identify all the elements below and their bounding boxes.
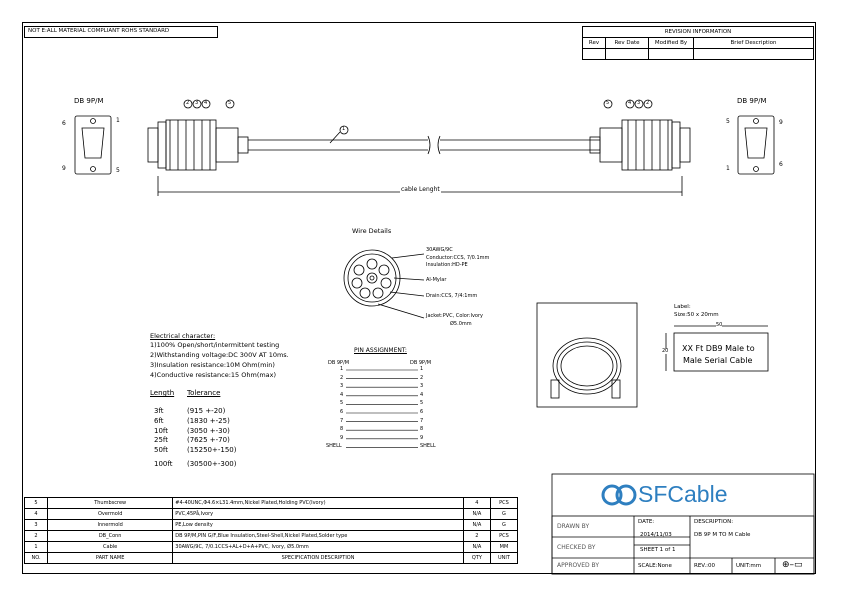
parts-footer-no: NO. [25,553,48,564]
parts-footer-unit: UNIT [490,553,517,564]
part-name: Innermold [48,520,173,531]
callout-number: 2 [646,100,650,106]
callout-number: 2 [186,100,190,106]
logo-text: SFCable [638,481,728,507]
length-value: 25ft [154,436,168,444]
part-spec: PE,Low density [173,520,464,531]
pin-left-number: 1 [340,366,344,372]
tolerance-value: (30500+-300) [187,460,237,468]
right-connector-label: DB 9P/M [737,97,767,105]
left-connector-face [75,116,111,174]
rev-date-col: Rev Date [606,38,649,49]
label-text-line2: Male Serial Cable [683,356,753,365]
part-spec: 30AWG/9C, 7/0.1CCS+AL+D+A+PVC, Ivory, Ø5.0mm [173,542,464,553]
approved-by-label: APPROVED BY [557,562,600,569]
tolerance-value: (3050 +-30) [187,427,230,435]
pin-left-number: 9 [340,434,344,441]
pin-left-number: SHELL [326,443,342,450]
revision-title: REVISION INFORMATION [583,27,814,38]
unit-value: UNIT:mm [736,563,762,569]
label-text-line1: XX Ft DB9 Male to [682,344,755,353]
part-unit: PCS [490,531,517,542]
pin-right-number: 5 [420,400,424,407]
right-connector-face [738,116,774,174]
part-number: 2 [25,531,48,542]
parts-row [25,531,518,542]
right-pin-label: 5 [726,118,730,125]
wire-note: 30AWG/9C [426,247,453,253]
date-value: 2014/11/03 [640,532,672,538]
pin-right-number: 2 [420,374,424,381]
modified-by-col: Modified By [649,38,694,49]
right-pin-label: 9 [779,119,783,126]
part-qty: N/A [463,520,490,531]
part-unit: G [490,509,517,520]
part-number: 4 [25,509,48,520]
pin-right-header: DB 9P/M [410,360,432,366]
date-label: DATE: [638,519,655,525]
length-value: 10ft [154,427,168,435]
parts-row [25,509,518,520]
tolerance-value: (7625 +-70) [187,436,230,444]
wire-note: Conductor:CCS, 7/0.1mm [426,255,490,261]
tolerance-value: (15250+-150) [187,446,237,454]
pin-left-number: 2 [340,374,344,381]
part-name: DB_Conn [48,531,173,542]
left-connector-label: DB 9P/M [74,97,104,105]
tolerance-value: (1830 +-25) [187,417,230,425]
part-name: Cable [48,542,173,553]
left-pin-label: 5 [116,167,120,174]
part-number: 1 [25,542,48,553]
label-size: Size:50 x 20mm [674,312,719,318]
left-shell-side [148,128,158,162]
part-qty: N/A [463,509,490,520]
pin-assignment-title: PIN ASSIGNMENT: [354,347,407,354]
parts-footer-qty: QTY [463,553,490,564]
part-qty: 2 [463,531,490,542]
callout-number: 3 [195,100,199,106]
callout-number: 5 [606,100,610,106]
callout-number: 3 [637,100,641,106]
right-overmold [622,120,672,170]
callout-number: 4 [204,100,208,106]
part-name: Thumbscrew [48,498,173,509]
cable-length-label: cable Lenght [401,186,440,193]
cable-photo-frame [537,303,637,407]
description-label: DESCRIPTION: [694,519,734,525]
tolerance-header: Tolerance [187,389,221,397]
parts-row [25,520,518,531]
part-unit: G [490,520,517,531]
length-value: 100ft [154,460,173,468]
scale-value: SCALE:None [638,563,672,569]
pin-left-number: 4 [340,391,344,398]
parts-footer-row [25,553,518,564]
pin-left-number: 8 [340,426,344,433]
left-dsub-shell [82,128,104,158]
checked-by-label: CHECKED BY [557,544,596,551]
part-number: 3 [25,520,48,531]
part-number: 5 [25,498,48,509]
length-value: 50ft [154,446,168,454]
wire-details-title: Wire Details [352,227,392,235]
electrical-item: 2)Withstanding voltage:DC 300V AT 10ms. [150,351,289,359]
pin-right-number: 9 [420,434,424,441]
drawn-by-label: DRAWN BY [557,523,590,530]
rev-col: Rev [583,38,606,49]
parts-row [25,498,518,509]
part-spec: PVC,45På,Ivory [173,509,464,520]
projection-symbol-icon: ⊕–▭ [782,560,803,570]
part-spec: #4-40UNC,Φ4.6×L31.4mm,Nickel Plated,Holding PVC(Ivory) [173,498,464,509]
sfcable-logo-mark [603,486,635,504]
electrical-item: 4)Conductive resistance:15 Ohm(max) [150,371,277,379]
rev-value: REV.:00 [694,563,715,569]
wire-cross-section [344,250,400,306]
parts-table [24,497,518,564]
wire-note: Jacket:PVC, Color:Ivory [426,313,483,319]
wire-note: Insulation:HD-PE [426,262,468,268]
part-unit: PCS [490,498,517,509]
pin-left-number: 5 [340,400,344,407]
parts-row [25,542,518,553]
part-unit: MM [490,542,517,553]
left-pin-label: 6 [62,120,66,127]
pin-right-number: 6 [420,409,424,415]
pin-left-number: 7 [340,417,344,424]
length-value: 3ft [154,407,164,415]
wire-note: Ø5.0mm [450,321,472,327]
pin-right-number: 7 [420,417,424,424]
wire-note: Al-Mylar [426,277,447,283]
parts-footer-name: PART NAME [48,553,173,564]
label-width: 50 [716,322,723,328]
left-pin-label: 9 [62,165,66,172]
parts-footer-spec: SPECIFICATION DESCRIPTION [173,553,464,564]
pin-left-number: 3 [340,383,344,390]
right-shell-side [680,128,690,162]
electrical-item: 3)Insulation resistance:10M Ohm(min) [150,361,275,369]
length-header: Length [150,389,175,397]
length-value: 6ft [154,417,164,425]
wire-note: Drain:CCS, 7/4:1mm [426,293,478,299]
left-pin-label: 1 [116,117,120,124]
right-pin-label: 6 [779,161,783,168]
pin-right-number: 8 [420,426,424,433]
electrical-item: 1)100% Open/short/intermittent testing [150,341,280,349]
left-overmold [166,120,216,170]
part-qty: 4 [463,498,490,509]
compliance-note: NOT E:ALL MATERIAL COMPLIANT ROHS STANDARD [28,28,170,34]
electrical-title: Electrical character: [150,332,216,340]
pin-right-number: 1 [420,366,424,372]
pin-right-number: SHELL [420,443,436,450]
part-name: Overmold [48,509,173,520]
callout-number: 5 [228,100,232,106]
brief-description-col: Brief Description [694,38,814,49]
part-qty: N/A [463,542,490,553]
pin-left-header: DB 9P/M [328,360,350,366]
callout-number: 4 [628,100,632,106]
part-spec: DB 9P/M,PIN G/F,Blue Insulation,Steel-Shell,Nickel Plated,Solder type [173,531,464,542]
label-caption: Label: [674,304,691,310]
description-value: DB 9P M TO M Cable [694,532,751,538]
right-pin-label: 1 [726,165,730,172]
pin-right-number: 4 [420,391,424,398]
label-height: 20 [662,348,669,354]
pin-right-number: 3 [420,383,424,390]
tolerance-value: (915 +-20) [187,407,226,415]
pin-left-number: 6 [340,409,344,415]
cable-callout: 1 [342,126,346,132]
sheet-value: SHEET 1 of 1 [640,547,676,553]
